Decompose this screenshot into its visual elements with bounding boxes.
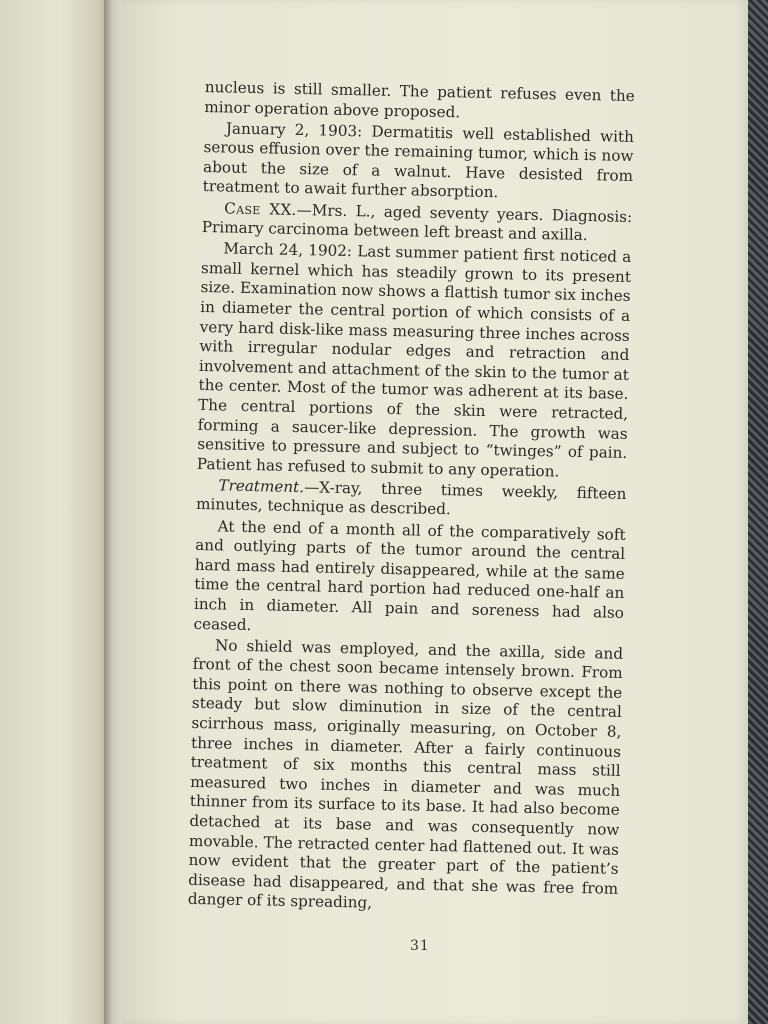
paragraph-1: nucleus is still smaller. The patient refuses even the minor operation above proposed. (204, 78, 635, 121)
book-gutter (104, 0, 122, 1024)
paragraph-2: January 2, 1903: Dermatitis well established with serous effusion over the remaining tumor, which is now about the size of a walnut. Have desisted from treatment to await further absorption. (202, 119, 635, 202)
paragraph-7: No shield was employed, and the axilla, side and front of the chest soon became intensely brown. From this point on there was nothing to observe except the steady but slow diminution in size of the central scirrhous mass, originally measuring, on October 8, three inches in diameter. After a fairly continuous treatment of six months this central mass still measured two inches in diameter and was much thinner from its surface to its base. It had also become detached at its base and was consequently now movable. The retracted center had flattened out. It was now evident that the greater part of the patient’s disease had disappeared, and that she was free from danger of its spreading, (187, 635, 624, 913)
paragraph-treatment: Treatment.—X-ray, three times weekly, fifteen minutes, technique as described. (195, 476, 627, 519)
treatment-label: Treatment. (218, 476, 305, 497)
page-number: 31 (410, 938, 430, 954)
paragraph-6: At the end of a month all of the comparatively soft and outlying parts of the tumor around the central hard mass had entirely disappeared, while at the same time the central hard portion had reduced one-half an inch in diameter. All pain and soreness had also ceased. (193, 516, 626, 634)
left-page-edge (0, 0, 112, 1024)
paragraph-4: March 24, 1902: Last summer patient first noticed a small kernel which has steadily grown to its present size. Examination now shows a flattish tumor six inches in diameter the central portion of which consists of a very hard disk-like mass measuring three inches across with irregular nodular edges and retraction and involvement and attachment of the skin to the tumor at the center. Most of the tumor was adherent at its base. The central portions of the skin were retracted, forming a saucer-like depression. The growth was sensitive to pressure and subject to “twinges” of pain. Patient has refused to submit to any operation. (196, 239, 632, 481)
page-text (188, 78, 635, 920)
case-label: Case XX. (224, 198, 297, 219)
paragraph-case-heading: Case XX.—Mrs. L., aged seventy years. Diagnosis: Primary carcinoma between left breast and axilla. (201, 198, 633, 245)
